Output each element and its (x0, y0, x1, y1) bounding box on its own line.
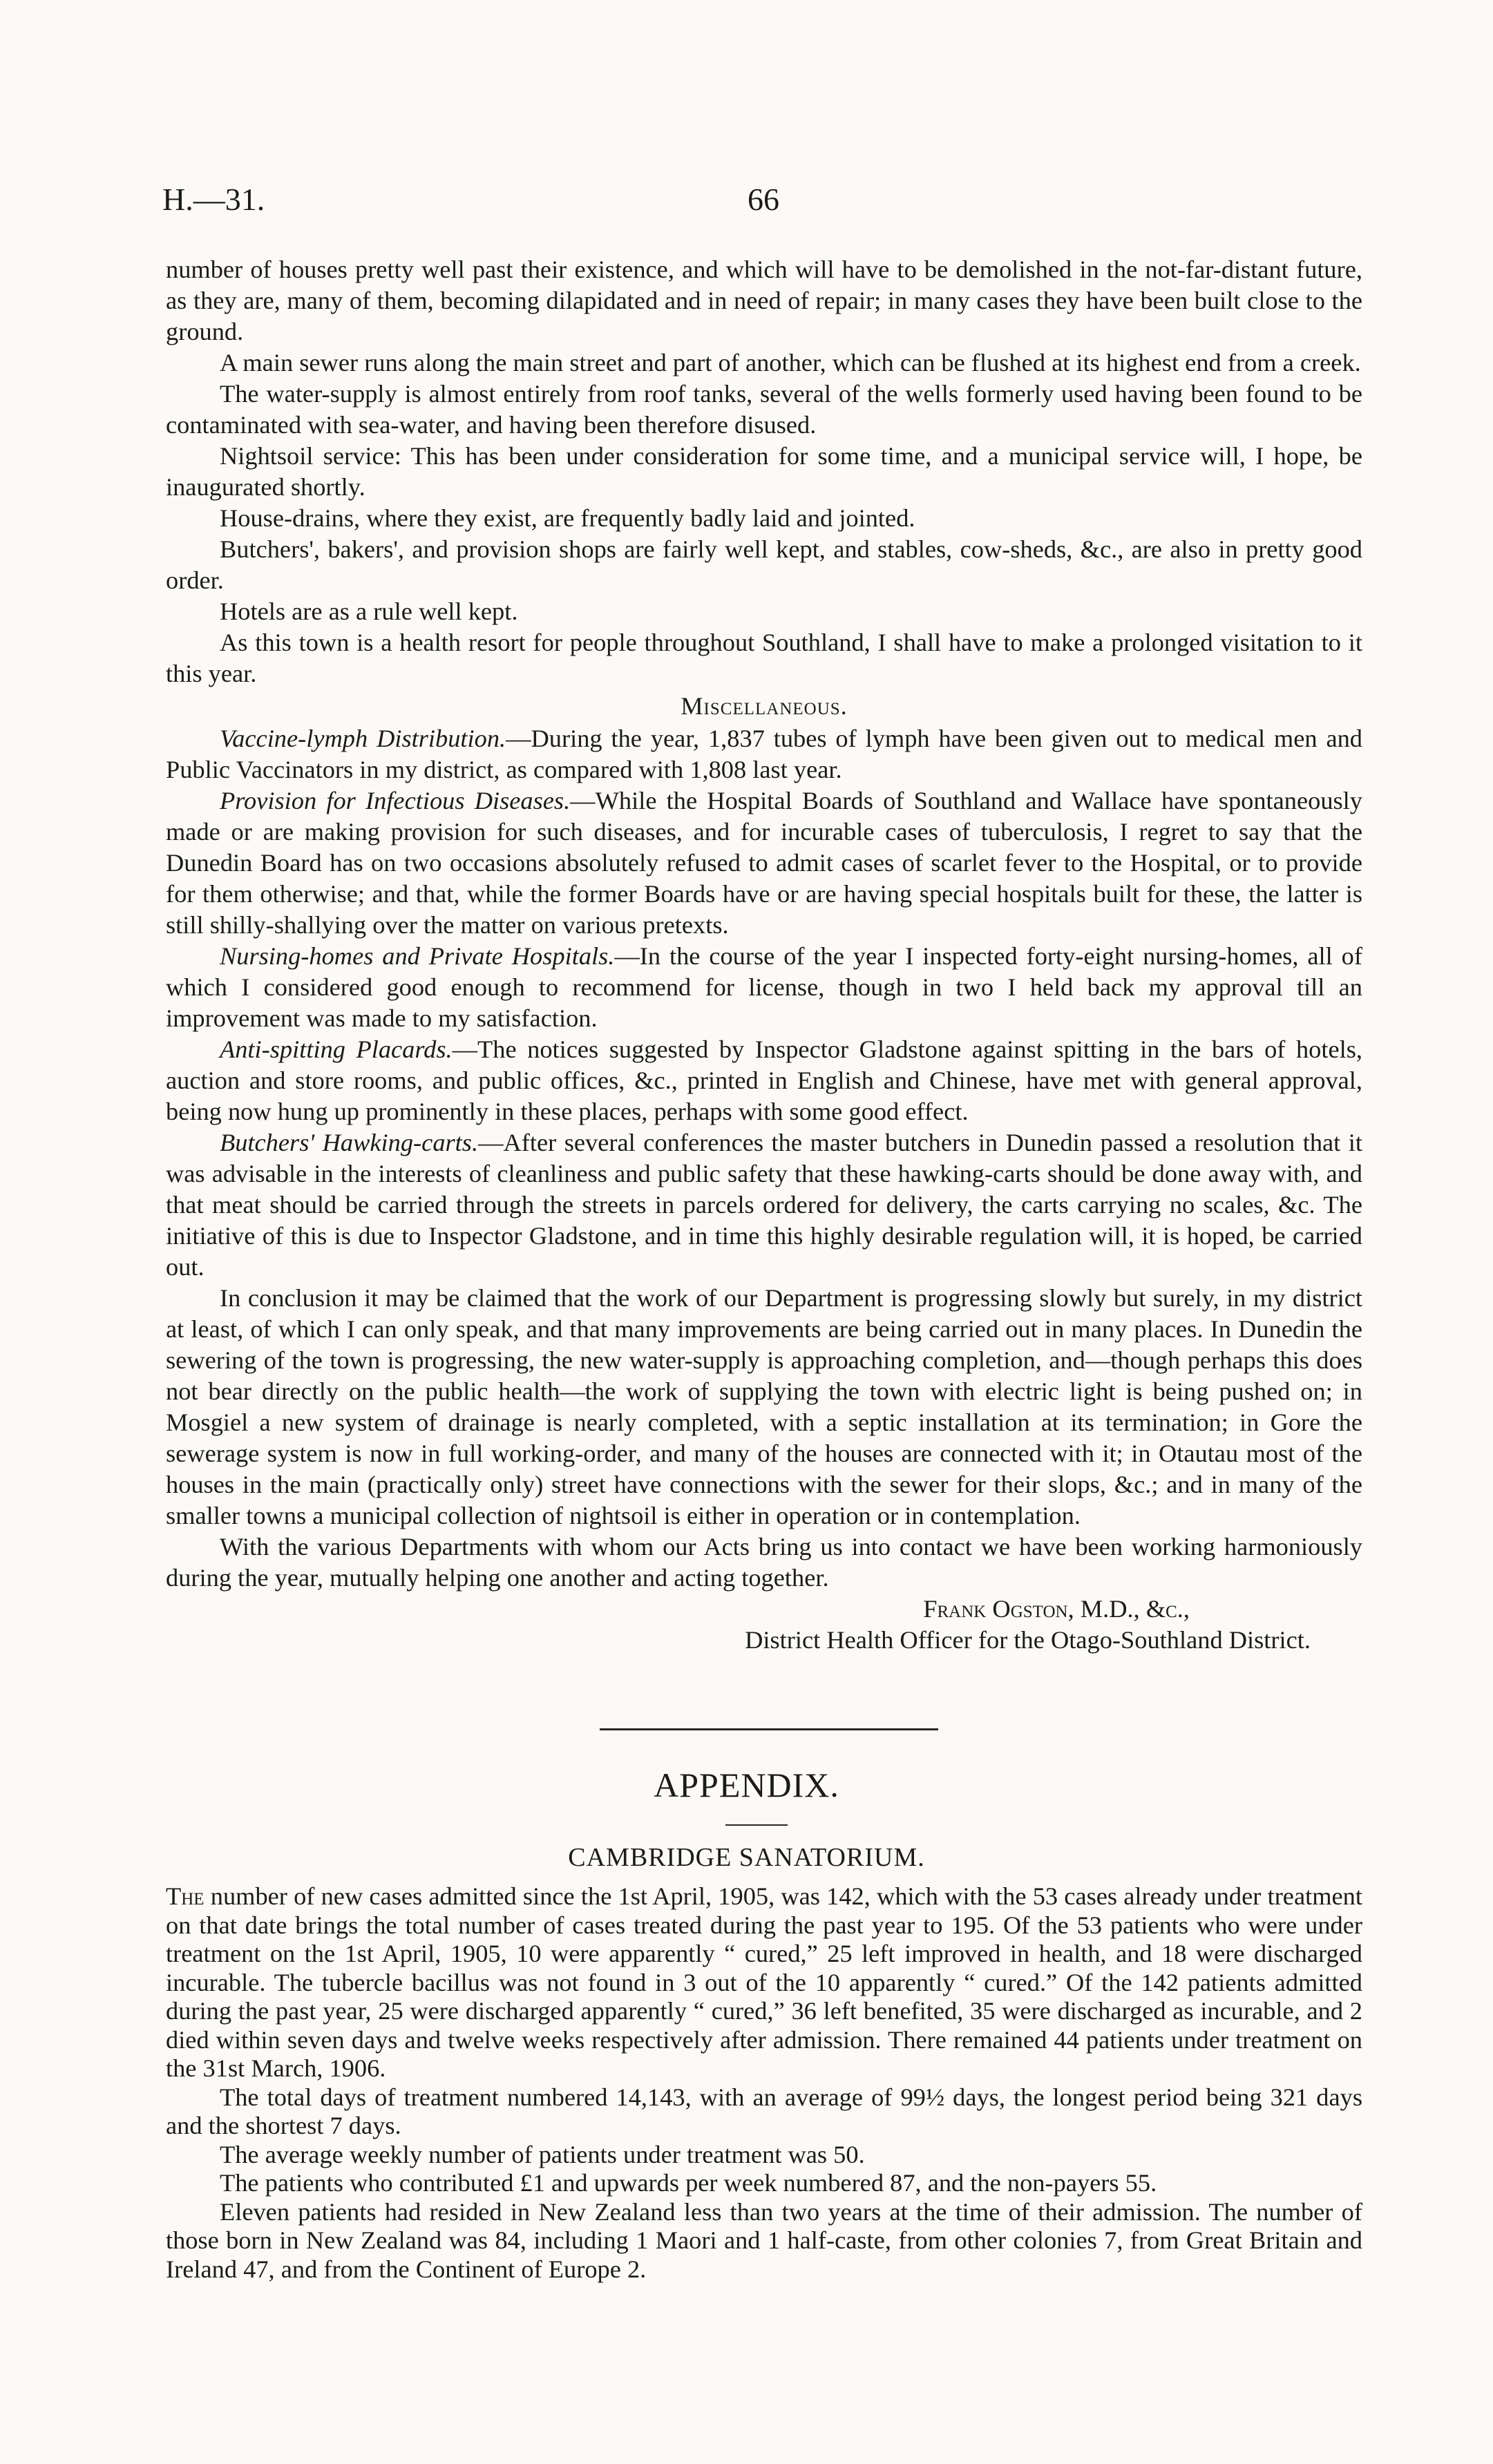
misc-text: —While the Hospital Boards of Southland and Wallace have spontaneously made or are making provision for such diseases, and for incurable cases of tuberculosis, I regret to say that the Dunedin Board has on two occasions absolutely refused to admit cases of scarlet fever to the Hospital, or to provide for them otherwise; and that, while the former Boards have or are having special hospitals built for these, the latter is still shilly-shallying over the matter on various pretexts. (166, 787, 1362, 939)
paragraph: number of houses pretty well past their existence, and which will have to be demolished in the not-far-distant future, as they are, many of them, becoming dilapidated and in need of repair; in many cases they have been built close to the ground. (166, 256, 1362, 345)
conclusion-paragraph: With the various Departments with whom our Acts bring us into contact we have been working harmoniously during the year, mutually helping one another and acting together. (166, 1533, 1362, 1592)
misc-title: Nursing-homes and Private Hospitals. (220, 942, 615, 970)
title-divider (725, 1824, 788, 1826)
misc-paragraph (166, 723, 1362, 785)
appendix-text: number of new cases admitted since the 1st April, 1905, was 142, which with the 53 cases already under treatment on that date brings the total number of cases treated during the past year to 195. Of the 53 patients who were under treatment on the 1st April, 1905, 10 were apparently “ cured,” 25 left improved in health, and 18 were discharged incurable. The tubercle bacillus was not found in 3 out of the 10 apparently “ cured.” Of the 142 patients admitted during the past year, 25 were discharged apparently “ cured,” 36 left benefited, 35 were discharged as incurable, and 2 died within seven days and twelve weeks respectively after admission. There remained 44 patients under treatment on the 31st March, 1906. (166, 1882, 1362, 2082)
paragraph: As this town is a health resort for people throughout Southland, I shall have to make a prolonged visitation to it this year. (166, 629, 1362, 687)
appendix-paragraph (166, 1882, 1362, 2083)
page-number: 66 (748, 182, 779, 217)
appendix-title: APPENDIX. (654, 1766, 839, 1804)
misc-paragraph (166, 785, 1362, 941)
page-header (162, 181, 1364, 222)
misc-title: Vaccine-lymph Distribution. (220, 725, 506, 752)
misc-text: —The notices suggested by Inspector Gladstone against spitting in the bars of hotels, auction and store rooms, and public offices, &c., printed in English and Chinese, have met with general approval, being now hung up prominently in these places, perhaps with some good effect. (166, 1035, 1362, 1125)
paragraph: The water-supply is almost entirely from roof tanks, several of the wells formerly used having been found to be contaminated with sea-water, and having been therefore disused. (166, 380, 1362, 439)
appendix-paragraph: The patients who contributed £1 and upwards per week numbered 87, and the non-payers 55. (220, 2169, 1157, 2197)
section-divider (600, 1728, 938, 1730)
paragraph: Butchers', bakers', and provision shops are fairly well kept, and stables, cow-sheds, &c., are also in pretty good order. (166, 535, 1362, 594)
signature-title: District Health Officer for the Otago-Southland District. (745, 1626, 1311, 1654)
appendix-subtitle: CAMBRIDGE SANATORIUM. (568, 1843, 925, 1872)
lead-word: The (166, 1882, 205, 1910)
report-body (166, 254, 1362, 1656)
conclusion-paragraph: In conclusion it may be claimed that the work of our Department is progressing slowly but surely, in my district at least, of which I can only speak, and that many improvements are being carried out in many places. In Dunedin the sewering of the town is progressing, the new water-supply is approaching completion, and—though perhaps this does not bear directly on the public health—the work of supplying the town with electric light is being pushed on; in Mosgiel a new system of drainage is nearly completed, with a septic installation at its termination; in Gore the sewerage system is now in full working-order, and many of the houses are connected with it; in Otautau most of the houses in the main (practically only) street have connections with the sewer for their slops, &c.; and in many of the smaller towns a municipal collection of nightsoil is either in operation or in contemplation. (166, 1284, 1362, 1529)
appendix-body (166, 1882, 1362, 2284)
misc-title: Butchers' Hawking-carts. (220, 1129, 479, 1156)
appendix-paragraph: Eleven patients had resided in New Zealand less than two years at the time of their admission. The number of those born in New Zealand was 84, including 1 Maori and 1 half-caste, from other colonies 7, from Great Britain and Ireland 47, and from the Continent of Europe 2. (166, 2197, 1362, 2283)
section-heading-miscellaneous: Miscellaneous. (681, 692, 848, 720)
paragraph: Nightsoil service: This has been under consideration for some time, and a municipal service will, I hope, be inaugurated shortly. (166, 442, 1362, 501)
misc-text: —In the course of the year I inspected forty-eight nursing-homes, all of which I considered good enough to recommend for license, though in two I held back my approval till an improvement was made to my satisfaction. (166, 942, 1362, 1032)
misc-text: —After several conferences the master butchers in Dunedin passed a resolution that it was advisable in the interests of cleanliness and public safety that these hawking-carts should be done away with, and that meat should be carried through the streets in parcels ordered for delivery, the carts carrying no scales, &c. The initiative of this is due to Inspector Gladstone, and in time this highly desirable regulation will, it is hoped, be carried out. (166, 1129, 1363, 1281)
misc-paragraph (166, 1127, 1362, 1283)
report-reference: H.—31. (162, 182, 265, 217)
paragraph: Hotels are as a rule well kept. (220, 598, 518, 625)
signature-name: Frank Ogston, M.D., &c., (923, 1595, 1190, 1623)
paragraph: House-drains, where they exist, are frequently badly laid and jointed. (220, 504, 915, 532)
paragraph: A main sewer runs along the main street and part of another, which can be flushed at its highest end from a creek. (220, 349, 1361, 376)
misc-title: Provision for Infectious Diseases. (220, 787, 571, 814)
misc-paragraph (166, 1034, 1362, 1127)
misc-title: Anti-spitting Placards. (220, 1035, 453, 1063)
appendix-paragraph: The total days of treatment numbered 14,143, with an average of 99½ days, the longest period being 321 days and the shortest 7 days. (166, 2083, 1362, 2139)
misc-paragraph (166, 941, 1362, 1034)
misc-text: —During the year, 1,837 tubes of lymph have been given out to medical men and Public Vaccinators in my district, as compared with 1,808 last year. (166, 725, 1362, 783)
appendix-paragraph: The average weekly number of patients under treatment was 50. (220, 2140, 865, 2168)
